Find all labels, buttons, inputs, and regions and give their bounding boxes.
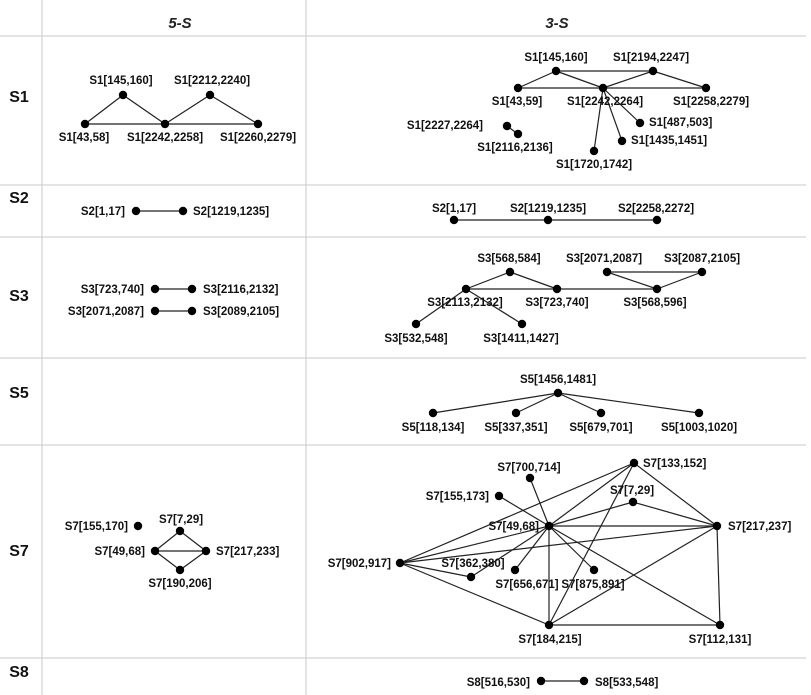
s2-3s-node-b <box>544 216 552 224</box>
s7-3s-label-c: S7[155,173] <box>425 491 489 503</box>
s5-3s-node-a <box>554 389 562 397</box>
s7-3s-edge-e-d <box>549 502 633 526</box>
s5-3s-node-c <box>512 409 520 417</box>
s5-3s-label-c: S5[337,351] <box>484 422 548 434</box>
s3-3s-edge-a-e <box>510 272 557 289</box>
s5-3s-node-b <box>429 409 437 417</box>
s7-5s-edge-b-c <box>155 531 180 551</box>
s3-3s-node-a <box>506 268 514 276</box>
s3-3s-label-f: S3[568,596] <box>623 297 687 309</box>
s7-3s-label-e: S7[49,68] <box>488 521 539 533</box>
s3-3s-label-g: S3[532,548] <box>384 333 448 345</box>
s2-5s-node-a <box>132 207 140 215</box>
s5-3s-label-d: S5[679,701] <box>569 422 633 434</box>
s1-3s-node-g <box>514 130 522 138</box>
s3-5s-label-b: S3[2116,2132] <box>203 284 279 296</box>
s7-3s-edge-d-f <box>633 502 717 526</box>
s7-5s-node-e <box>176 566 184 574</box>
s1-5s-label-e: S1[2260,2279] <box>219 132 297 144</box>
s3-3s-node-d <box>462 285 470 293</box>
s7-3s-label-g: S7[902,917] <box>327 558 391 570</box>
s3-5s-node-d <box>188 307 196 315</box>
s7-3s-label-j: S7[875,891] <box>561 579 625 591</box>
s1-5s-edge-b-e <box>210 95 258 124</box>
s5-3s-node-d <box>597 409 605 417</box>
s7-3s-edge-e-a <box>530 478 549 526</box>
s7-3s-node-f <box>713 522 721 530</box>
s2-5s-label-b: S2[1219,1235] <box>193 206 270 218</box>
s7-5s-label-b: S7[7,29] <box>158 514 204 526</box>
s7-3s-node-a <box>526 474 534 482</box>
s3-3s-node-e <box>553 285 561 293</box>
s1-3s-node-h <box>636 119 644 127</box>
s7-3s-label-i: S7[656,671] <box>495 579 559 591</box>
s7-3s-label-b: S7[133,152] <box>643 458 707 470</box>
s7-3s-node-j <box>590 566 598 574</box>
s1-5s-node-c <box>81 120 89 128</box>
s1-3s-node-i <box>618 137 626 145</box>
s7-5s-label-a: S7[155,170] <box>64 521 128 533</box>
s1-3s-label-a: S1[145,160] <box>524 52 588 64</box>
s7-5s-edge-b-d <box>180 531 206 551</box>
s1-3s-label-h: S1[487,503] <box>649 117 713 129</box>
s7-5s-edge-c-e <box>155 551 180 570</box>
s1-5s-edge-d-b <box>165 95 210 124</box>
s3-3s-edge-b-f <box>607 272 657 289</box>
s8-3s-node-a <box>537 677 545 685</box>
s7-3s-label-k: S7[184,215] <box>518 634 582 646</box>
graph-labels <box>59 52 792 689</box>
s2-3s-label-a: S2[1,17] <box>431 203 477 215</box>
s1-3s-label-d: S1[2242,2264] <box>566 96 644 108</box>
s1-3s-node-a <box>552 67 560 75</box>
s3-3s-node-h <box>518 320 526 328</box>
s3-5s-node-a <box>151 285 159 293</box>
s3-3s-node-c <box>698 268 706 276</box>
s3-3s-node-g <box>412 320 420 328</box>
s7-5s-label-c: S7[49,68] <box>94 546 145 558</box>
s7-5s-edge-e-d <box>180 551 206 570</box>
s7-3s-label-d: S7[7,29] <box>609 485 655 497</box>
s1-5s-node-d <box>161 120 169 128</box>
s1-3s-label-b: S1[2194,2247] <box>612 52 690 64</box>
s2-3s-node-c <box>653 216 661 224</box>
s8-3s-label-a: S8[516,530] <box>466 677 530 689</box>
s1-3s-label-i: S1[1435,1451] <box>631 135 708 147</box>
row-label-s8: S8 <box>9 664 29 681</box>
s7-5s-node-a <box>134 522 142 530</box>
s2-3s-label-c: S2[2258,2272] <box>617 203 695 215</box>
s7-5s-label-e: S7[190,206] <box>148 578 212 590</box>
s1-3s-node-d <box>599 84 607 92</box>
s3-5s-label-d: S3[2089,2105] <box>203 306 280 318</box>
s5-3s-node-e <box>695 409 703 417</box>
row-labels <box>9 89 29 681</box>
s7-3s-node-l <box>716 621 724 629</box>
s8-3s-label-b: S8[533,548] <box>595 677 659 689</box>
s3-5s-node-c <box>151 307 159 315</box>
s2-5s-node-b <box>179 207 187 215</box>
s3-3s-edge-d-a <box>466 272 510 289</box>
s7-5s-node-c <box>151 547 159 555</box>
s1-3s-label-j: S1[1720,1742] <box>555 159 633 171</box>
s7-3s-edge-g-k <box>400 563 549 625</box>
s1-3s-label-g: S1[2116,2136] <box>477 142 553 154</box>
s7-3s-node-b <box>630 459 638 467</box>
row-label-s1: S1 <box>9 89 29 106</box>
s3-3s-label-c: S3[2087,2105] <box>663 253 741 265</box>
s5-3s-label-a: S5[1456,1481] <box>519 374 597 386</box>
s1-5s-edge-a-d <box>123 95 165 124</box>
row-label-s7: S7 <box>9 543 29 560</box>
s7-3s-node-c <box>495 492 503 500</box>
s1-3s-node-c <box>514 84 522 92</box>
s1-5s-label-a: S1[145,160] <box>89 75 153 87</box>
s3-3s-label-b: S3[2071,2087] <box>565 253 643 265</box>
s5-3s-edge-a-b <box>433 393 558 413</box>
s7-5s-node-b <box>176 527 184 535</box>
s1-5s-label-b: S1[2212,2240] <box>173 75 251 87</box>
row-label-s3: S3 <box>9 288 29 305</box>
s3-3s-node-b <box>603 268 611 276</box>
s7-3s-edge-g-b <box>400 463 634 563</box>
header-5s: 5-S <box>168 15 192 32</box>
s7-3s-label-h: S7[362,380] <box>441 558 505 570</box>
s8-3s-node-b <box>580 677 588 685</box>
s5-3s-label-b: S5[118,134] <box>401 422 465 434</box>
s3-5s-label-a: S3[723,740] <box>80 284 144 296</box>
s1-5s-node-b <box>206 91 214 99</box>
s3-3s-label-a: S3[568,584] <box>477 253 541 265</box>
s1-3s-edge-c-a <box>518 71 556 88</box>
s7-3s-label-a: S7[700,714] <box>497 462 561 474</box>
s7-3s-label-f: S7[217,237] <box>728 521 792 533</box>
s3-3s-label-d: S3[2113,2132] <box>427 297 503 309</box>
s1-5s-node-e <box>254 120 262 128</box>
s3-5s-node-b <box>188 285 196 293</box>
s1-5s-edge-c-a <box>85 95 123 124</box>
s1-3s-node-e <box>702 84 710 92</box>
s3-3s-node-f <box>653 285 661 293</box>
s7-5s-label-d: S7[217,233] <box>216 546 280 558</box>
s1-5s-node-a <box>119 91 127 99</box>
s1-3s-label-e: S1[2258,2279] <box>672 96 750 108</box>
s1-5s-label-c: S1[43,58] <box>58 132 110 144</box>
s1-3s-label-c: S1[43,59] <box>491 96 543 108</box>
row-label-s2: S2 <box>9 190 29 207</box>
s3-3s-label-e: S3[723,740] <box>525 297 589 309</box>
s7-3s-node-g <box>396 559 404 567</box>
s5-3s-label-e: S5[1003,1020] <box>660 422 738 434</box>
s2-3s-node-a <box>450 216 458 224</box>
s7-3s-node-d <box>629 498 637 506</box>
s7-3s-node-k <box>545 621 553 629</box>
s3-5s-label-c: S3[2071,2087] <box>67 306 144 318</box>
s7-3s-edge-f-l <box>717 526 720 625</box>
s7-3s-node-h <box>467 573 475 581</box>
s7-5s-node-d <box>202 547 210 555</box>
s3-3s-edge-c-f <box>657 272 702 289</box>
s1-5s-label-d: S1[2242,2258] <box>126 132 204 144</box>
s7-3s-label-l: S7[112,131] <box>688 634 752 646</box>
s1-3s-label-f: S1[2227,2264] <box>406 120 483 132</box>
s1-3s-node-f <box>503 122 511 130</box>
row-label-s5: S5 <box>9 385 29 402</box>
s1-3s-edge-d-b <box>603 71 653 88</box>
s1-3s-edge-b-e <box>653 71 706 88</box>
s1-3s-edge-a-d <box>556 71 603 88</box>
s1-3s-node-j <box>590 147 598 155</box>
header-3s: 3-S <box>545 15 569 32</box>
s3-3s-label-h: S3[1411,1427] <box>483 333 559 345</box>
s1-3s-node-b <box>649 67 657 75</box>
s7-3s-node-e <box>545 522 553 530</box>
s2-3s-label-b: S2[1219,1235] <box>509 203 587 215</box>
s2-5s-label-a: S2[1,17] <box>80 206 125 218</box>
s7-3s-node-i <box>511 566 519 574</box>
